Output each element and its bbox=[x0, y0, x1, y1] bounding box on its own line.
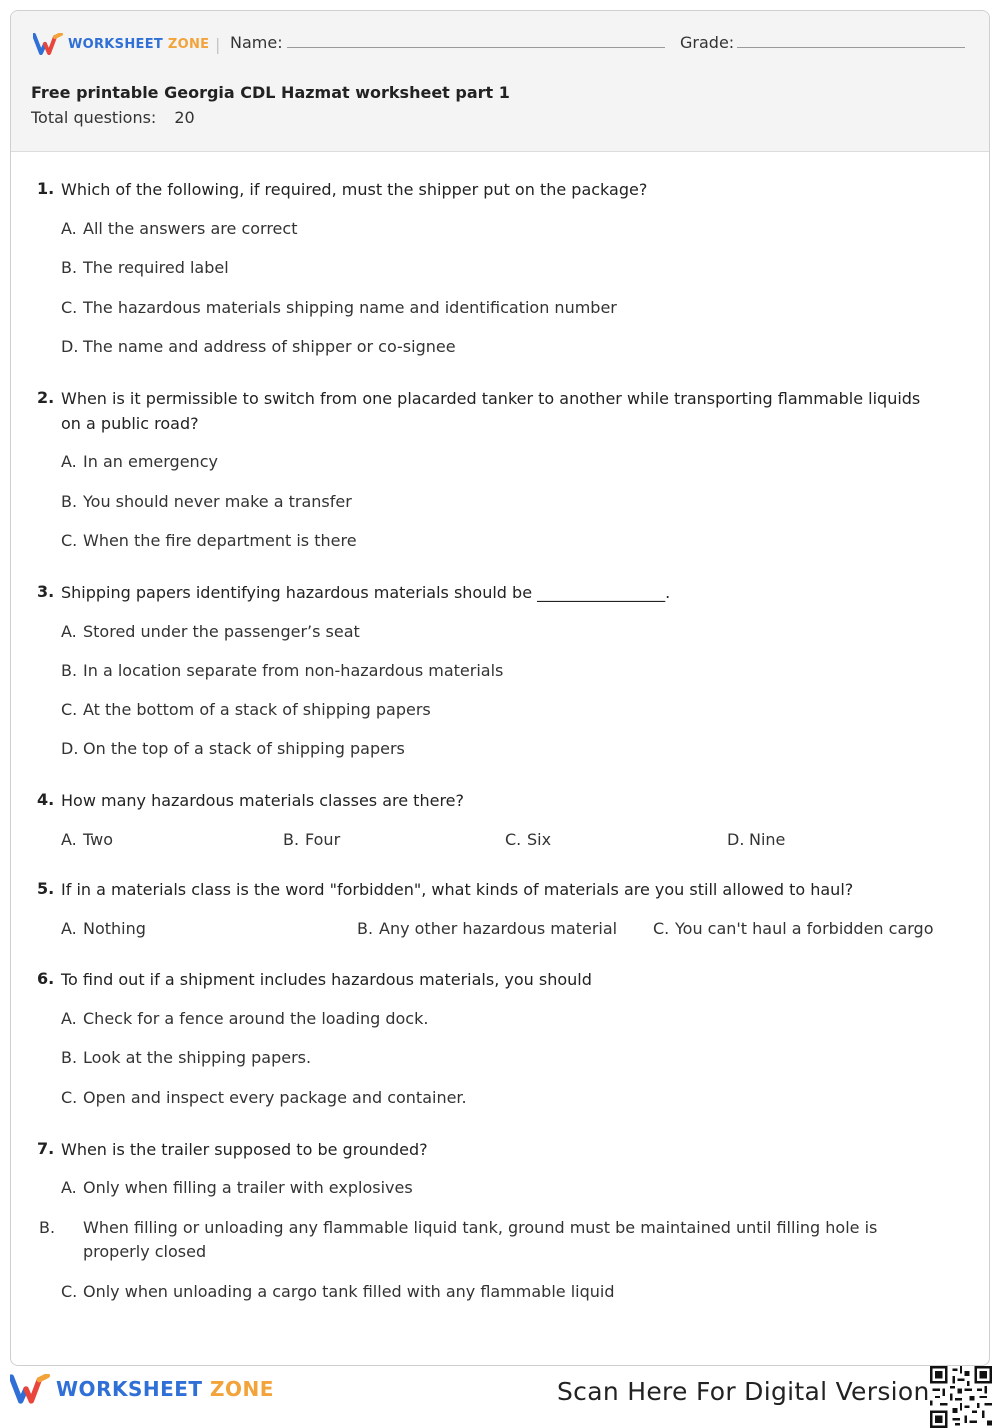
question-text: When is it permissible to switch from one placarded tanker to another while transporting flammable liquids on a public road? bbox=[61, 389, 921, 433]
worksheet-zone-logo-icon bbox=[10, 1374, 50, 1404]
option-c[interactable]: C. Only when unloading a cargo tank filled with any flammable liquid bbox=[61, 1282, 615, 1301]
option-c[interactable]: C. Open and inspect every package and container. bbox=[61, 1088, 467, 1107]
option-b[interactable]: B. Four bbox=[283, 830, 341, 849]
option-c[interactable]: C. The hazardous materials shipping name and identification number bbox=[61, 298, 617, 317]
option-c[interactable]: C. When the fire department is there bbox=[61, 531, 357, 550]
option-b[interactable]: B. When filling or unloading any flammable liquid tank, ground must be maintained until filling hole is properly closed bbox=[39, 1218, 878, 1261]
option-a[interactable]: A. Check for a fence around the loading dock. bbox=[61, 1009, 429, 1028]
option-c[interactable]: C. You can't haul a forbidden cargo bbox=[653, 919, 934, 938]
page-footer bbox=[0, 1366, 1000, 1414]
option-c[interactable]: C. At the bottom of a stack of shipping papers bbox=[61, 700, 431, 719]
question-number: 2. bbox=[37, 388, 55, 407]
total-questions: Total questions: 20 bbox=[31, 108, 195, 127]
brand-wordmark: WORKSHEET ZONE bbox=[68, 36, 210, 52]
question-text: Which of the following, if required, must the shipper put on the package? bbox=[61, 180, 648, 199]
question-text: Shipping papers identifying hazardous materials should be ________________. bbox=[61, 583, 671, 602]
worksheet-zone-logo-icon bbox=[33, 33, 63, 55]
option-d[interactable]: D. The name and address of shipper or co-signee bbox=[61, 337, 456, 356]
footer-brand-logo bbox=[10, 1374, 274, 1404]
question-number: 7. bbox=[37, 1139, 55, 1158]
footer-brand-wordmark: WORKSHEET ZONE bbox=[56, 1377, 274, 1401]
question-text: How many hazardous materials classes are there? bbox=[61, 791, 464, 810]
question-text: If in a materials class is the word "forbidden", what kinds of materials are you still allowed to haul? bbox=[61, 880, 854, 899]
option-a[interactable]: A. Two bbox=[61, 830, 113, 849]
brand-logo bbox=[33, 33, 209, 55]
question-number: 4. bbox=[37, 790, 55, 809]
scan-prompt: Scan Here For Digital Version bbox=[557, 1377, 930, 1406]
question-number: 1. bbox=[37, 179, 55, 198]
question-number: 3. bbox=[37, 582, 55, 601]
name-field[interactable] bbox=[287, 47, 665, 48]
option-a[interactable]: A. Stored under the passenger’s seat bbox=[61, 622, 360, 641]
option-d[interactable]: D. On the top of a stack of shipping papers bbox=[61, 739, 405, 758]
option-d[interactable]: D. Nine bbox=[727, 830, 786, 849]
header-divider: | bbox=[215, 35, 221, 54]
question-text: To find out if a shipment includes hazardous materials, you should bbox=[61, 970, 592, 989]
grade-field[interactable] bbox=[737, 47, 965, 48]
question-text: When is the trailer supposed to be grounded? bbox=[61, 1140, 428, 1159]
option-c[interactable]: C. Six bbox=[505, 830, 552, 849]
option-b[interactable]: B. The required label bbox=[61, 258, 229, 277]
question-number: 5. bbox=[37, 879, 55, 898]
option-a[interactable]: A. In an emergency bbox=[61, 452, 218, 471]
grade-label: Grade: bbox=[680, 33, 735, 52]
option-a[interactable]: A. Nothing bbox=[61, 919, 146, 938]
option-b[interactable]: B. You should never make a transfer bbox=[61, 492, 352, 511]
question-number: 6. bbox=[37, 969, 55, 988]
name-label: Name: bbox=[230, 33, 283, 52]
worksheet-title: Free printable Georgia CDL Hazmat worksheet part 1 bbox=[31, 83, 510, 102]
worksheet-header bbox=[11, 11, 989, 152]
option-b[interactable]: B. In a location separate from non-hazardous materials bbox=[61, 661, 504, 680]
option-a[interactable]: A. Only when filling a trailer with explosives bbox=[61, 1178, 413, 1197]
worksheet-page bbox=[10, 10, 990, 1366]
option-b[interactable]: B. Any other hazardous material bbox=[357, 919, 618, 938]
option-a[interactable]: A. All the answers are correct bbox=[61, 219, 298, 238]
qr-code-icon[interactable] bbox=[930, 1366, 992, 1428]
option-b[interactable]: B. Look at the shipping papers. bbox=[61, 1048, 312, 1067]
